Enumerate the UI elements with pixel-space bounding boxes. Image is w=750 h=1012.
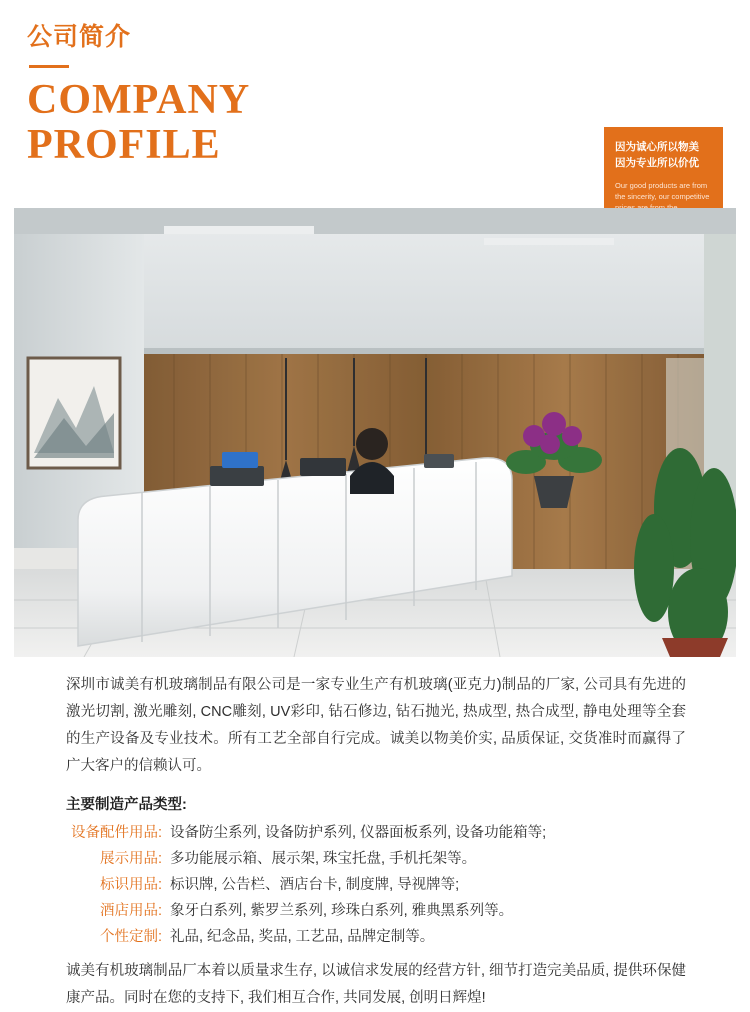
page-title-cn: 公司简介	[27, 23, 132, 51]
product-types-heading: 主要制造产品类型:	[66, 797, 187, 813]
category-label: 设备配件用品:	[70, 825, 162, 841]
list-item	[66, 924, 686, 950]
list-item	[66, 846, 686, 872]
list-item	[66, 898, 686, 924]
reception-photo-illustration	[14, 208, 736, 657]
category-value: 多功能展示箱、展示架, 珠宝托盘, 手机托架等。	[170, 851, 477, 867]
page-title-en-line1: COMPANY	[27, 77, 251, 123]
category-value: 礼品, 纪念品, 奖品, 工艺品, 品牌定制等。	[170, 929, 435, 945]
slogan-cn-line2: 因为专业所以价优	[615, 157, 699, 169]
slogan-en-line1: Our good products are from	[615, 181, 708, 190]
category-label: 酒店用品:	[99, 903, 162, 919]
title-divider	[29, 65, 69, 68]
category-value: 设备防尘系列, 设备防护系列, 仪器面板系列, 设备功能箱等;	[170, 825, 547, 841]
profile-text	[66, 672, 686, 1012]
category-value: 标识牌, 公告栏、酒店台卡, 制度牌, 导视牌等;	[170, 877, 460, 893]
page-title-en-line2: PROFILE	[27, 122, 221, 168]
paragraph-closing: 诚美有机玻璃制品厂本着以质量求生存, 以诚信求发展的经营方针, 细节打造完美品质, 提供环保健康产品。同时在您的支持下, 我们相互合作, 共同发展, 创明日辉煌!	[66, 963, 686, 1006]
product-category-list	[66, 820, 686, 950]
category-label: 标识用品:	[99, 877, 162, 893]
list-item	[66, 820, 686, 846]
category-label: 个性定制:	[99, 929, 162, 945]
slogan-en-line2: the sincerity, our competitive	[615, 192, 710, 201]
category-value: 象牙白系列, 紫罗兰系列, 珍珠白系列, 雅典黑系列等。	[170, 903, 514, 919]
slogan-cn-line1: 因为诚心所以物美	[615, 141, 699, 153]
list-item	[66, 872, 686, 898]
category-label: 展示用品:	[99, 851, 162, 867]
paragraph-intro: 深圳市诚美有机玻璃制品有限公司是一家专业生产有机玻璃(亚克力)制品的厂家, 公司具有先进的激光切割, 激光雕刻, CNC雕刻, UV彩印, 钻石修边, 钻石抛光, 热成型, 热合成型, 静电处理等全套的生产设备及专业技术。所有工艺全部自行完成。诚美以物美价实, 品质保证, 交货准时而赢得了广大客户的信赖认可。	[66, 677, 686, 774]
reception-photo	[14, 208, 736, 657]
